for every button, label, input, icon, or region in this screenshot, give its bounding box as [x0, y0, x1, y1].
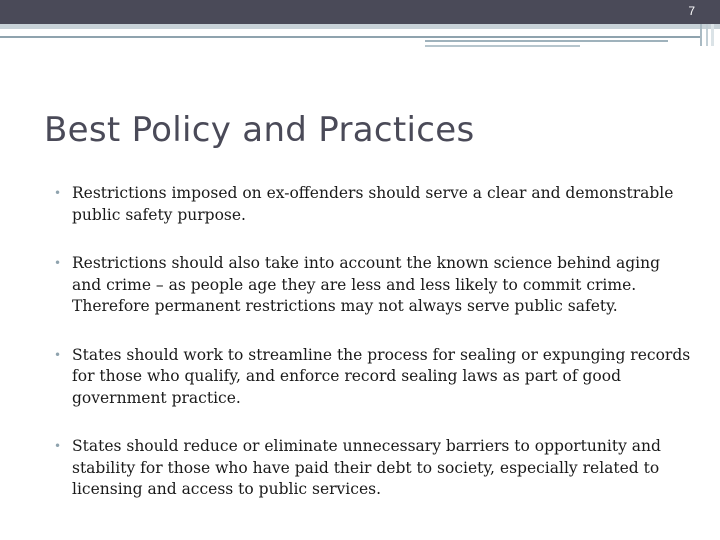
bullet-marker: •	[54, 347, 62, 362]
bullet-item	[54, 253, 694, 318]
bullet-marker: •	[54, 186, 62, 200]
header-accent-band	[0, 24, 720, 29]
bullet-text: Restrictions should also take into account the known science behind aging and crime – as people age they are less and less likely to commit crime. Therefore permanent restrictions may not always serve public safety.	[72, 254, 660, 315]
page-number: 7	[688, 4, 695, 18]
decorative-divider	[700, 24, 702, 46]
bullet-text: Restrictions imposed on ex-offenders should serve a clear and demonstrable public safety purpose.	[72, 184, 674, 224]
bullet-marker: •	[54, 256, 62, 270]
decorative-line	[425, 45, 580, 47]
bullet-list	[54, 183, 694, 501]
bullet-text: States should work to streamline the process for sealing or expunging records for those who qualify, and enforce record sealing laws as part of good government practice.	[72, 345, 691, 407]
bullet-marker: •	[54, 439, 62, 453]
bullet-item	[54, 345, 694, 410]
decorative-divider	[706, 24, 708, 46]
decorative-line	[425, 40, 668, 42]
bullet-item	[54, 436, 694, 501]
decorative-line	[0, 36, 700, 38]
bullet-text: States should reduce or eliminate unnecessary barriers to opportunity and stability for those who have paid their debt to society, especially related to licensing and access to public services.	[72, 437, 661, 498]
slide-title: Best Policy and Practices	[44, 110, 475, 150]
header-bar	[0, 0, 720, 24]
bullet-item	[54, 183, 694, 226]
decorative-divider	[711, 24, 714, 46]
